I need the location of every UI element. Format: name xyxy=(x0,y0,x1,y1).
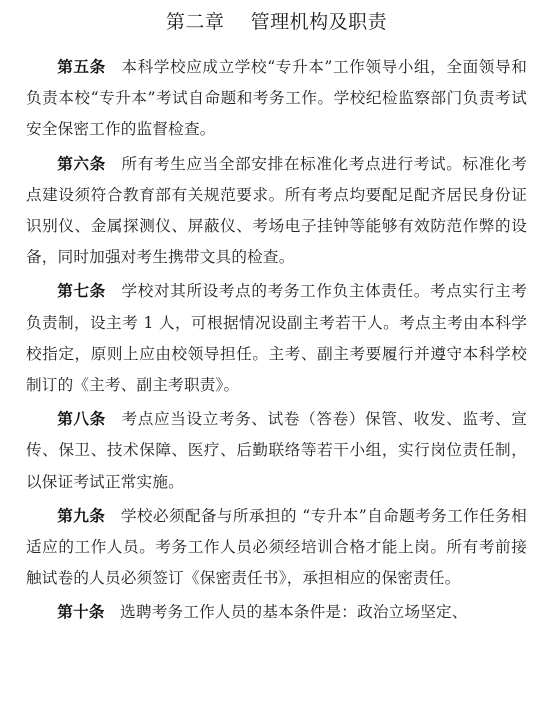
article-7-heading: 第七条 xyxy=(57,282,106,301)
article-8-text: 考点应当设立考务、试卷（答卷）保管、收发、监考、宣传、保卫、技术保障、医疗、后勤联络等若干小组，实行岗位责任制，以保证考试正常实施。 xyxy=(26,410,527,491)
article-9-heading: 第九条 xyxy=(57,506,106,525)
article-10-text: 选聘考务工作人员的基本条件是：政治立场坚定、 xyxy=(120,603,468,622)
article-5-heading: 第五条 xyxy=(57,58,106,76)
article-9 xyxy=(26,501,527,595)
article-6-text: 所有考生应当全部安排在标准化考点进行考试。标准化考点建设须符合教育部有关规范要求。所有考点均要配足配齐居民身份证识别仪、金属探测仪、屏蔽仪、考场电子挂钟等能够有效防范作弊的设备，同时加强对考生携带文具的检查。 xyxy=(26,154,527,267)
article-7 xyxy=(26,276,527,401)
chapter-title: 第二章 管理机构及职责 xyxy=(165,11,388,33)
article-8 xyxy=(26,404,527,498)
article-6 xyxy=(26,149,527,274)
article-5-text: 本科学校应成立学校“专升本”工作领导小组，全面领导和负责本校“专升本”考试自命题和考务工作。学校纪检监察部门负责考试安全保密工作的监督检查。 xyxy=(26,58,527,139)
article-5 xyxy=(26,52,527,146)
article-8-heading: 第八条 xyxy=(57,410,106,429)
article-6-heading: 第六条 xyxy=(57,154,106,173)
article-10-heading: 第十条 xyxy=(57,603,105,622)
article-7-text: 学校对其所设考点的考务工作负主体责任。考点实行主考负责制，设主考 1 人，可根据情况设副主考若干人。考点主考由本科学校指定，原则上应由校领导担任。主考、副主考要履行并遵守本科学校制订的《主考、副主考职责》。 xyxy=(26,282,527,395)
article-10 xyxy=(26,597,527,628)
article-9-text: 学校必须配备与所承担的 “专升本”自命题考务工作任务相适应的工作人员。考务工作人员必须经培训合格才能上岗。所有考前接触试卷的人员必须签订《保密责任书》，承担相应的保密责任。 xyxy=(26,506,527,588)
